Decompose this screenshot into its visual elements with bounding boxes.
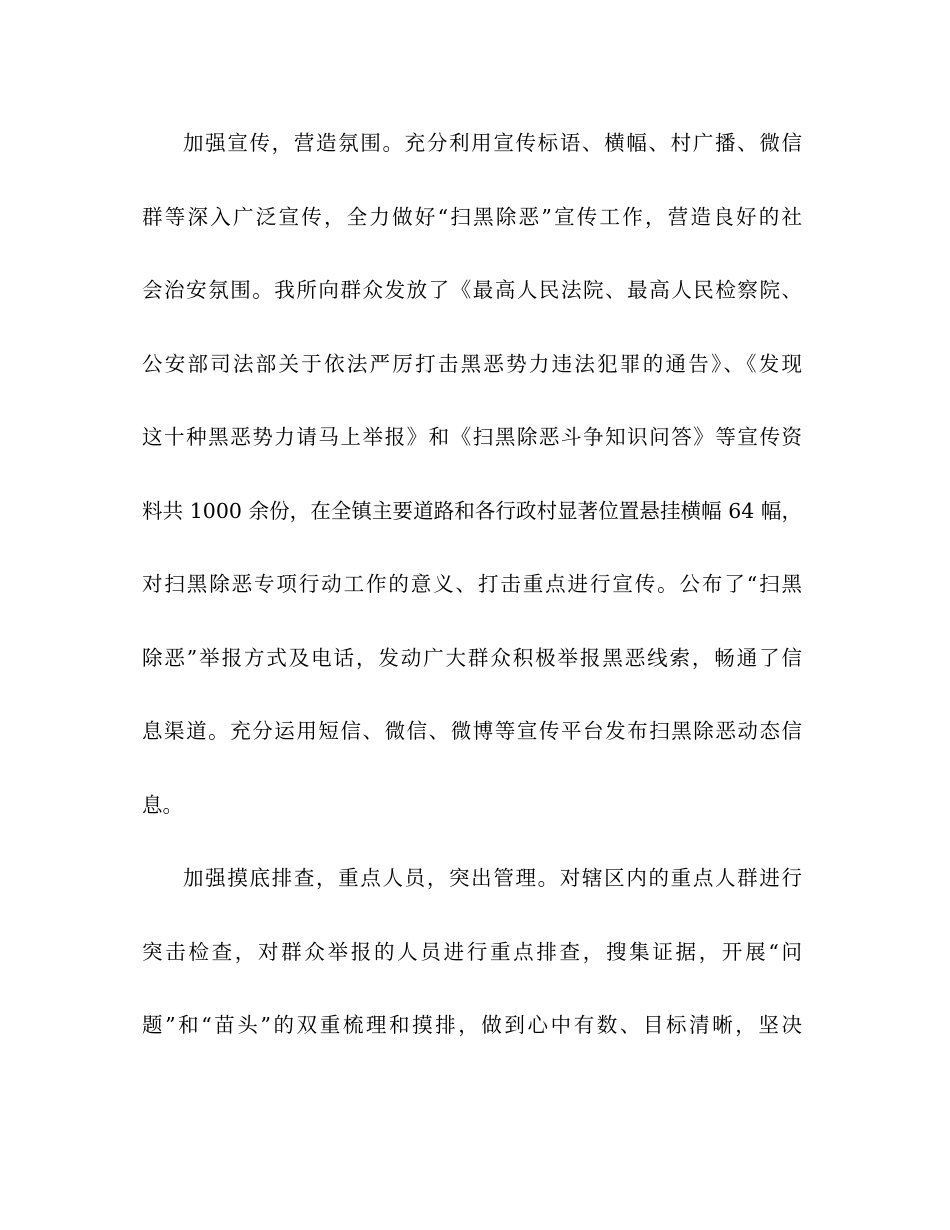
paragraph-line: 题”和“苗头”的双重梳理和摸排，做到心中有数、目标清晰，坚决 [142,1013,802,1037]
paragraph-line: 突击检查，对群众举报的人员进行重点排查，搜集证据，开展“问 [142,939,802,964]
paragraph-line: 除恶”举报方式及电话，发动广大群众积极举报黑恶线索，畅通了信 [142,645,802,670]
paragraph-investigation [142,859,802,1045]
paragraph-line: 群等深入广泛宣传，全力做好“扫黑除恶”宣传工作，营造良好的社 [142,204,802,229]
paragraph-line: 息渠道。充分运用短信、微信、微博等宣传平台发布扫黑除恶动态信 [142,719,802,743]
document-body [142,124,802,1080]
paragraph-line: 加强摸底排查，重点人员，突出管理。对辖区内的重点人群进行 [183,866,802,890]
paragraph-line: 这十种黑恶势力请马上举报》和《扫黑除恶斗争知识问答》等宣传资 [142,425,802,449]
paragraph-line: 加强宣传，营造氛围。充分利用宣传标语、横幅、村广播、微信 [183,131,802,155]
paragraph-line: 息。 [142,792,183,817]
paragraph-line: 会治安氛围。我所向群众发放了《最高人民法院、最高人民检察院、 [142,278,802,302]
paragraph-line: 料共 1000 余份，在全镇主要道路和各行政村显著位置悬挂横幅 64 幅， [142,498,802,523]
paragraph-line: 对扫黑除恶专项行动工作的意义、打击重点进行宣传。公布了“扫黑 [142,572,802,596]
paragraph-publicity [142,124,802,825]
paragraph-line: 公安部司法部关于依法严厉打击黑恶势力违法犯罪的通告》、《发现 [142,351,802,376]
